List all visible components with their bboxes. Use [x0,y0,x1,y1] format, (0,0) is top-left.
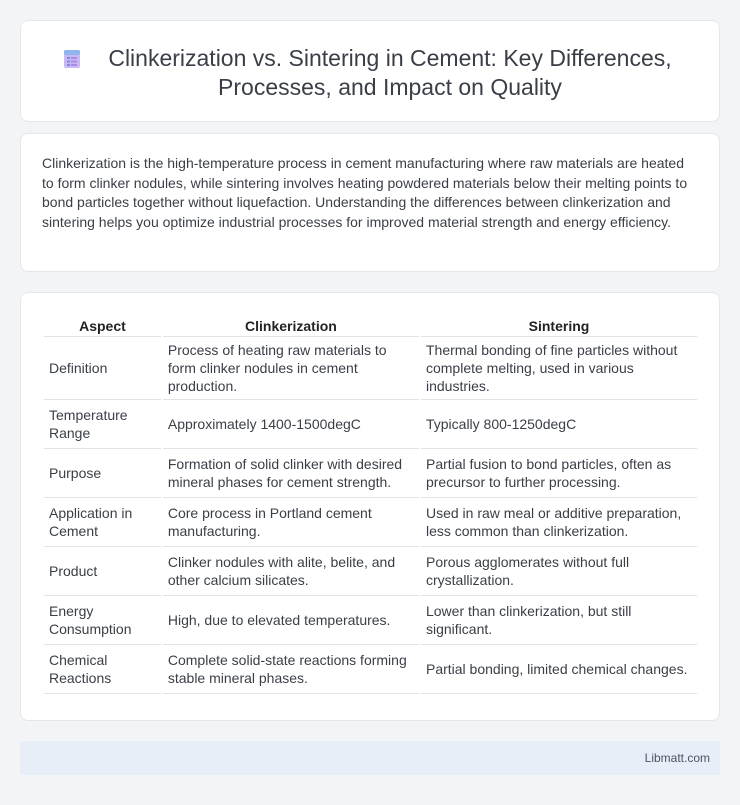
column-header-aspect: Aspect [44,315,161,337]
footer-site-link[interactable]: Libmatt.com [644,751,710,765]
table-row [44,547,697,596]
sintering-cell: Porous agglomerates without full crystallization. [421,547,697,596]
table-row [44,449,697,498]
table-row [44,498,697,547]
clinkerization-cell: High, due to elevated temperatures. [163,596,419,645]
clinkerization-cell: Formation of solid clinker with desired mineral phases for cement strength. [163,449,419,498]
sintering-cell: Partial fusion to bond particles, often as precursor to further processing. [421,449,697,498]
column-header-clinkerization: Clinkerization [163,315,419,337]
sintering-cell: Partial bonding, limited chemical changes. [421,645,697,694]
table-header-row [44,315,697,337]
clinkerization-cell: Approximately 1400-1500degC [163,400,419,449]
footer-bar [20,741,720,775]
table-row [44,400,697,449]
aspect-cell: Application in Cement [44,498,161,547]
aspect-cell: Product [44,547,161,596]
clinkerization-cell: Complete solid-state reactions forming stable mineral phases. [163,645,419,694]
title-card [20,20,720,122]
sintering-cell: Thermal bonding of fine particles without complete melting, used in various industries. [421,337,697,400]
sintering-cell: Used in raw meal or additive preparation, less common than clinkerization. [421,498,697,547]
clinkerization-cell: Core process in Portland cement manufacturing. [163,498,419,547]
aspect-cell: Purpose [44,449,161,498]
aspect-cell: Temperature Range [44,400,161,449]
intro-paragraph: Clinkerization is the high-temperature process in cement manufacturing where raw materials are heated to form clinker nodules, while sintering involves heating powdered materials below their melting points to bond particles together without liquefaction. Understanding the differences between clinkerization and sintering helps you optimize industrial processes for improved material strength and energy efficiency. [42,155,688,230]
comparison-table [42,315,699,694]
aspect-cell: Definition [44,337,161,400]
table-row [44,645,697,694]
clinkerization-cell: Clinker nodules with alite, belite, and other calcium silicates. [163,547,419,596]
sintering-cell: Typically 800-1250degC [421,400,697,449]
table-row [44,337,697,400]
intro-card [20,133,720,272]
column-header-sintering: Sintering [421,315,697,337]
comparison-card [20,292,720,721]
clinkerization-cell: Process of heating raw materials to form clinker nodules in cement production. [163,337,419,400]
table-row [44,596,697,645]
sintering-cell: Lower than clinkerization, but still significant. [421,596,697,645]
aspect-cell: Energy Consumption [44,596,161,645]
aspect-cell: Chemical Reactions [44,645,161,694]
page-title: Clinkerization vs. Sintering in Cement: Key Differences, Processes, and Impact on Quality [108,45,672,100]
